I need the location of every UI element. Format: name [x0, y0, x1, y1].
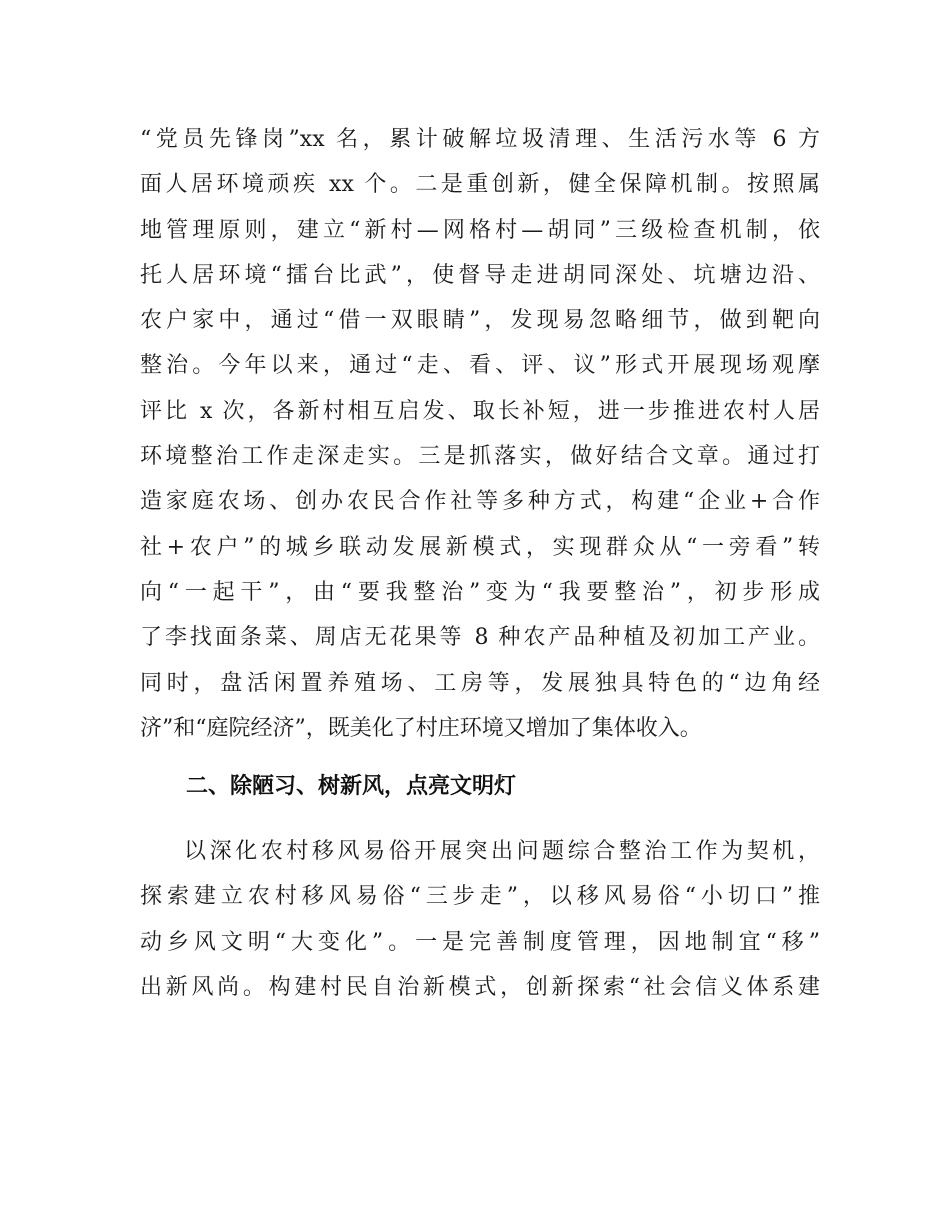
paragraph-line: 向“一起干”，由“要我整治”变为“我要整治”，初步形成: [140, 579, 820, 605]
paragraph-line: 动乡风文明“大变化”。一是完善制度管理，因地制宜“移”: [140, 929, 820, 955]
document-body: [140, 117, 820, 1010]
paragraph-line: 评比 x 次，各新村相互启发、取长补短，进一步推进农村人居: [140, 398, 820, 424]
paragraph-line: 造家庭农场、创办农民合作社等多种方式，构建“企业+合作: [140, 489, 820, 515]
paragraph-1: [140, 117, 820, 751]
paragraph-line: 环境整治工作走深走实。三是抓落实，做好结合文章。通过打: [140, 444, 820, 470]
paragraph-2: [140, 829, 820, 1010]
paragraph-line: 探索建立农村移风易俗“三步走”，以移风易俗“小切口”推: [140, 884, 820, 910]
paragraph-line: 整治。今年以来，通过“走、看、评、议”形式开展现场观摩: [140, 353, 820, 379]
paragraph-line: 以深化农村移风易俗开展突出问题综合整治工作为契机，: [184, 839, 820, 865]
paragraph-line: 地管理原则，建立“新村—网格村—胡同”三级检查机制，依: [140, 217, 820, 243]
paragraph-line: 济”和“庭院经济”，既美化了村庄环境又增加了集体收入。: [140, 715, 702, 741]
section-heading: 二、除陋习、树新风，点亮文明灯: [186, 774, 517, 800]
paragraph-line: 同时，盘活闲置养殖场、工房等，发展独具特色的“边角经: [140, 670, 820, 696]
paragraph-line: “党员先锋岗”xx 名，累计破解垃圾清理、生活污水等 6 方: [140, 127, 820, 152]
paragraph-line: 社+农户”的城乡联动发展新模式，实现群众从“一旁看”转: [140, 534, 820, 560]
paragraph-line: 了李找面条菜、周店无花果等 8 种农产品种植及初加工产业。: [140, 625, 820, 651]
paragraph-line: 农户家中，通过“借一双眼睛”，发现易忽略细节，做到靶向: [140, 308, 820, 334]
paragraph-line: 出新风尚。构建村民自治新模式，创新探索“社会信义体系建: [140, 975, 820, 1001]
paragraph-line: 面人居环境顽疾 xx 个。二是重创新，健全保障机制。按照属: [140, 172, 820, 198]
paragraph-line: 托人居环境“擂台比武”，使督导走进胡同深处、坑塘边沿、: [140, 262, 820, 288]
